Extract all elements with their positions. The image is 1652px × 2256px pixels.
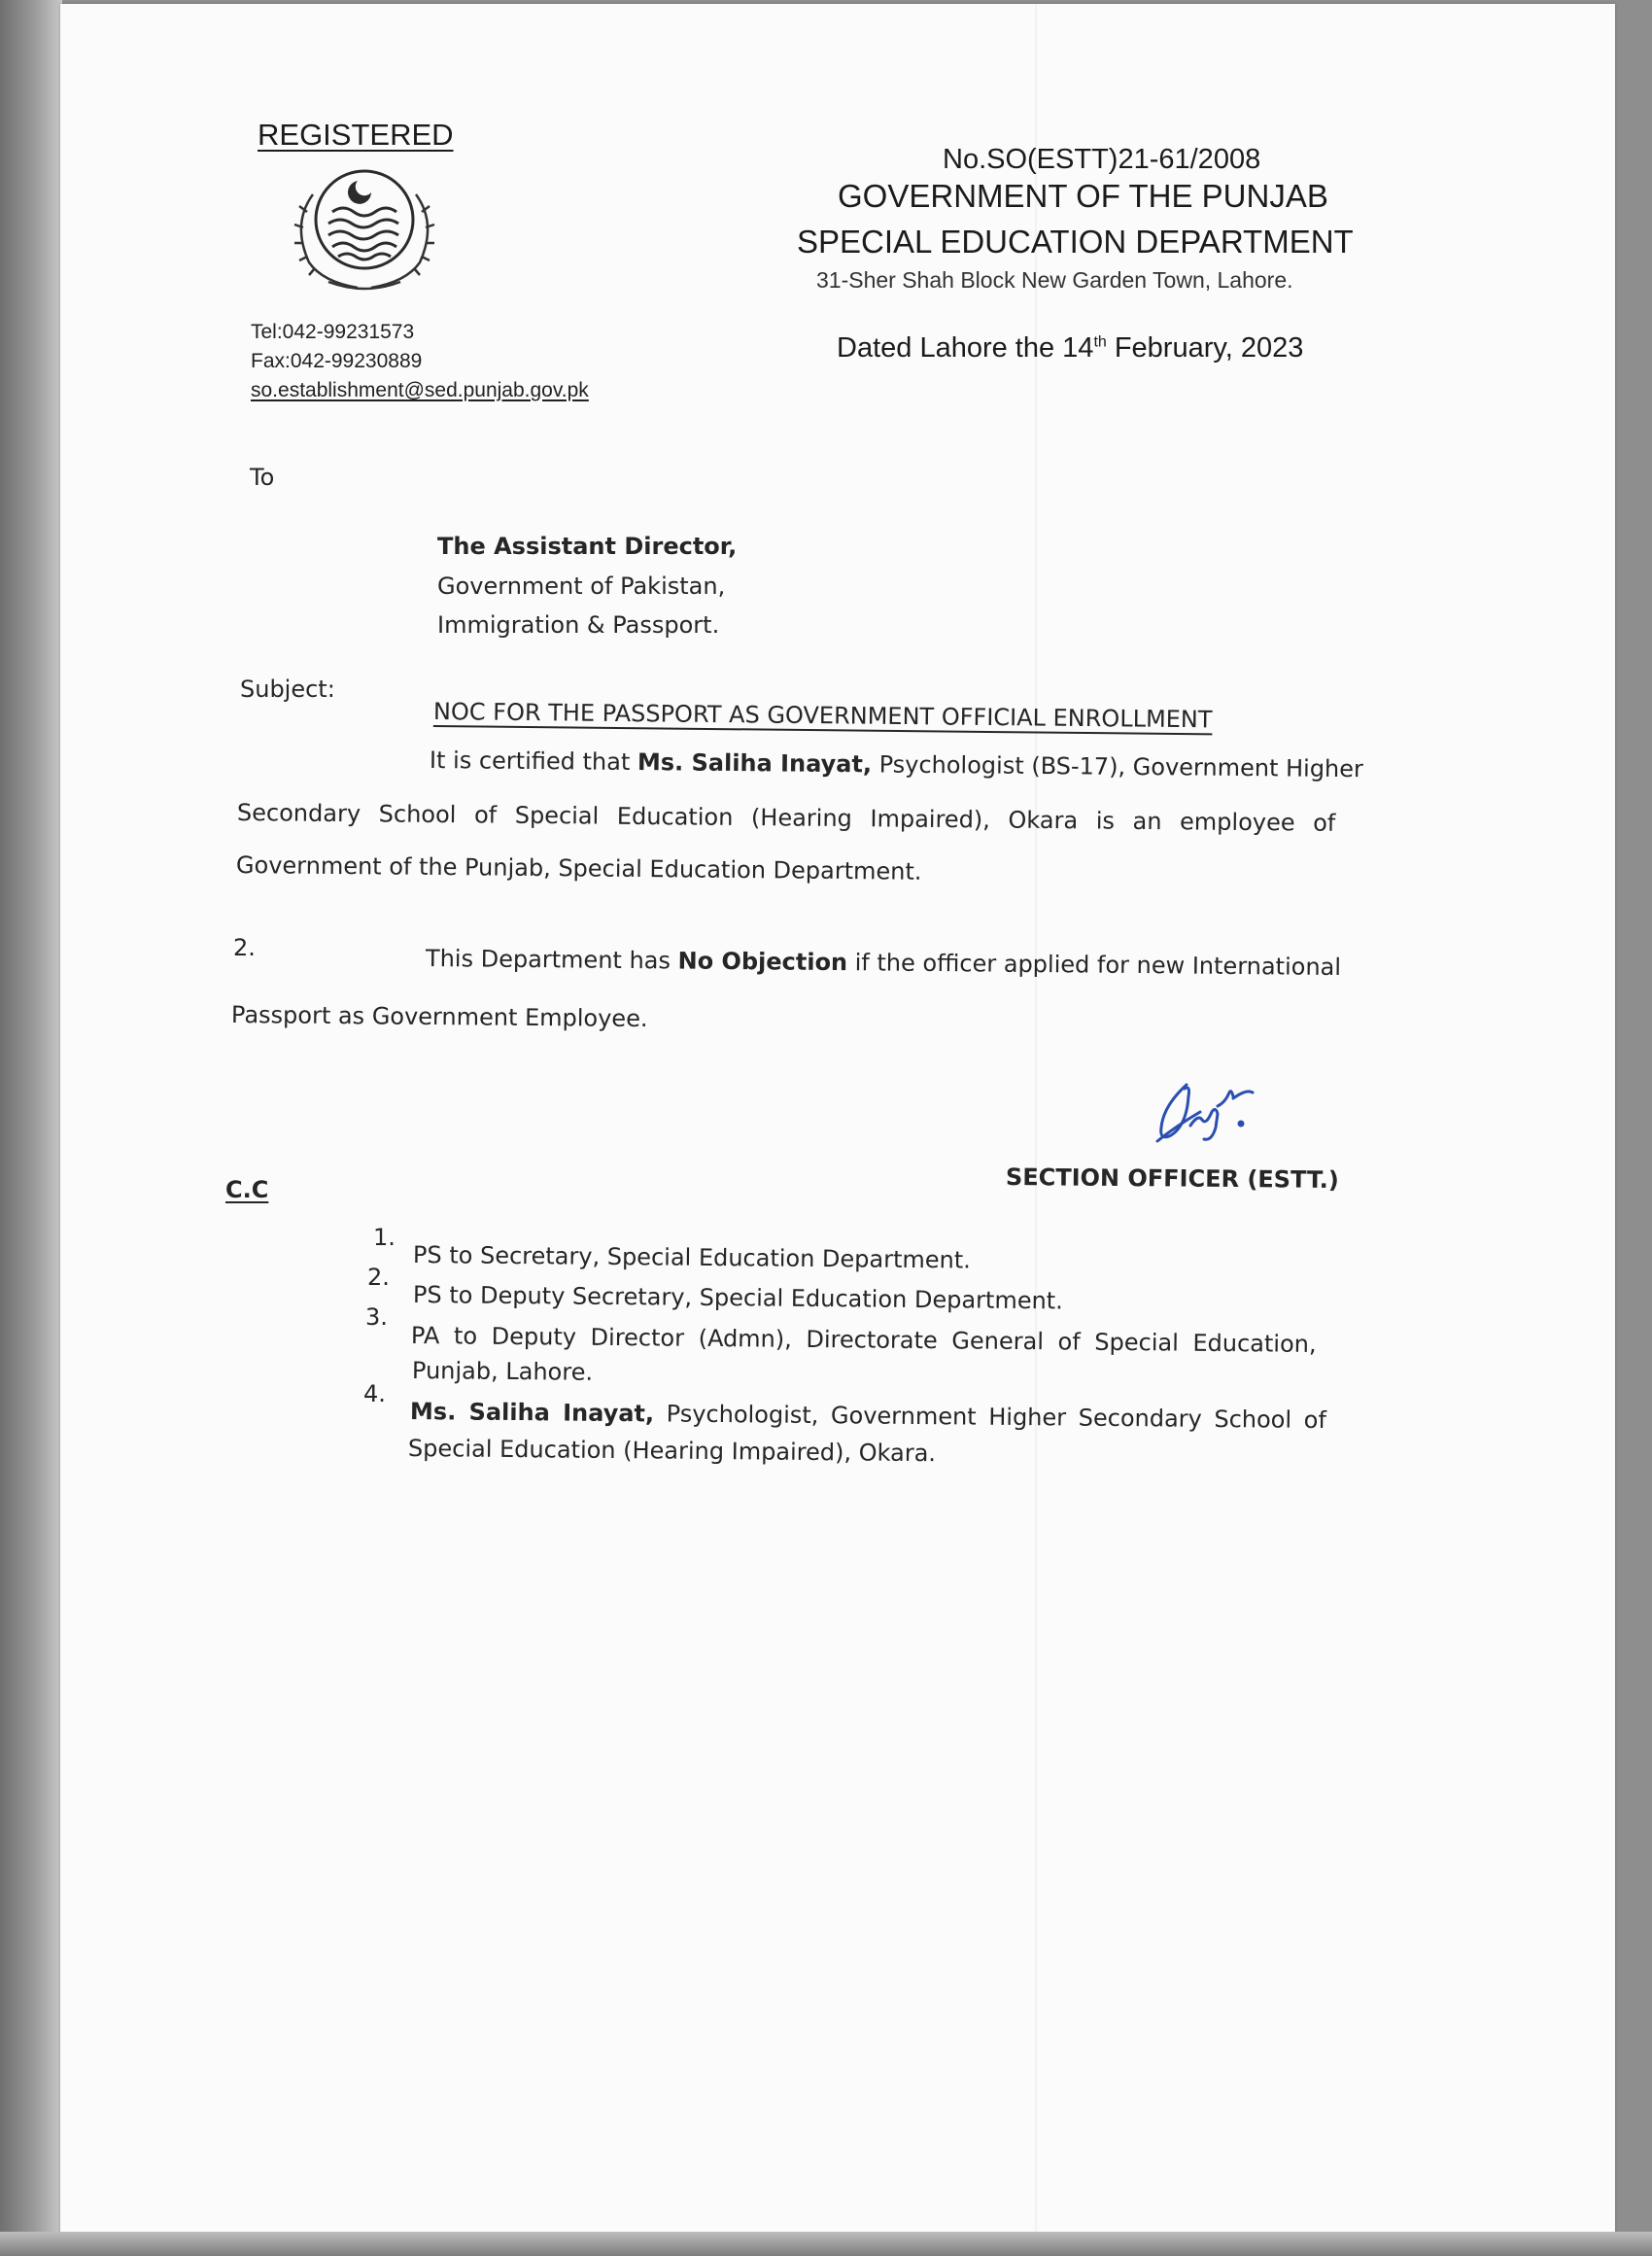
section-officer-designation: SECTION OFFICER (ESTT.): [1005, 1163, 1339, 1194]
recipient-organization: Government of Pakistan,: [437, 573, 726, 600]
subject-label: Subject:: [240, 676, 335, 703]
date-prefix: Dated Lahore the 14: [837, 332, 1094, 364]
cc-item-4-name: Ms. Saliha Inayat,: [409, 1398, 655, 1428]
scanner-shadow-left: [0, 0, 62, 2256]
p1-employee-name: Ms. Saliha Inayat,: [637, 748, 873, 779]
government-title: GOVERNMENT OF THE PUNJAB: [838, 178, 1328, 214]
to-label: To: [250, 464, 275, 491]
cc-item-3-line-1: PA to Deputy Director (Admn), Directorate General of Special Education,: [410, 1322, 1317, 1358]
fax-number: Fax:042-99230889: [251, 350, 423, 372]
subject-text: NOC FOR THE PASSPORT AS GOVERNMENT OFFICIAL ENROLLMENT: [432, 698, 1213, 734]
scanner-shadow-bottom: [0, 2232, 1652, 2256]
cc-item-4-rest: Psychologist, Government Higher Secondary School of: [653, 1400, 1327, 1435]
cc-item-2-text: PS to Deputy Secretary, Special Education Department.: [412, 1281, 1063, 1315]
reference-number: No.SO(ESTT)21-61/2008: [943, 144, 1261, 175]
p2-no-objection: No Objection: [677, 947, 848, 977]
punjab-government-emblem-icon: [274, 156, 455, 301]
cc-label: C.C: [225, 1176, 269, 1203]
paragraph-1-line-3: Government of the Punjab, Special Education Department.: [235, 851, 922, 885]
date-rest: February, 2023: [1106, 332, 1304, 364]
cc-item-1-number: 1.: [373, 1224, 396, 1251]
paragraph-2-line-2: Passport as Government Employee.: [230, 1001, 648, 1033]
cc-item-1-text: PS to Secretary, Special Education Department.: [412, 1241, 971, 1274]
letter-date: [837, 332, 1303, 364]
p1-intro: It is certified that: [429, 746, 638, 777]
p2-rest: if the officer applied for new International: [846, 949, 1342, 982]
recipient-department: Immigration & Passport.: [437, 611, 720, 639]
date-ordinal: th: [1093, 333, 1107, 351]
cc-item-4-line-2: Special Education (Hearing Impaired), Okara.: [407, 1435, 937, 1468]
telephone-number: Tel:042-99231573: [251, 321, 415, 343]
cc-item-2-number: 2.: [367, 1264, 390, 1291]
registered-label: REGISTERED: [258, 118, 454, 152]
cc-item-3-line-2: Punjab, Lahore.: [411, 1357, 594, 1386]
paragraph-2-number: 2.: [233, 934, 256, 961]
email-link[interactable]: so.establishment@sed.punjab.gov.pk: [251, 379, 589, 401]
cc-item-3-number: 3.: [365, 1303, 388, 1331]
p2-intro: This Department has: [425, 945, 678, 975]
paragraph-1-line-2: Secondary School of Special Education (Hearing Impaired), Okara is an employee of: [236, 799, 1336, 837]
handwritten-signature: [1152, 1077, 1260, 1157]
p1-rest: Psychologist (BS-17), Government Higher: [871, 750, 1363, 783]
department-address: 31-Sher Shah Block New Garden Town, Lahore.: [816, 267, 1293, 293]
department-title: SPECIAL EDUCATION DEPARTMENT: [797, 224, 1354, 260]
cc-item-4-number: 4.: [363, 1380, 386, 1407]
recipient-title: The Assistant Director,: [437, 533, 738, 560]
